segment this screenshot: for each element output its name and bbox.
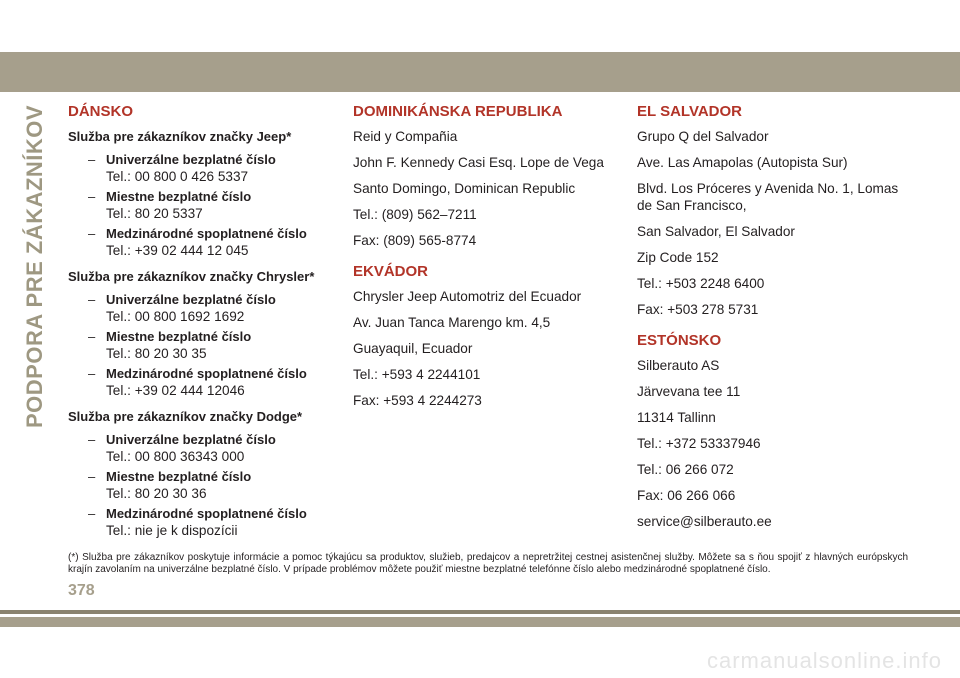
entry-title: – Medzinárodné spoplatnené číslo	[88, 365, 338, 382]
email-line: service@silberauto.ee	[637, 514, 772, 529]
address-line: Grupo Q del Salvador	[637, 129, 769, 144]
heading-ecuador: EKVÁDOR	[353, 263, 429, 280]
entry-item	[88, 291, 338, 326]
entry-title: – Miestne bezplatné číslo	[88, 468, 338, 485]
phone-line: Tel.: +372 53337946	[637, 436, 761, 451]
phone-line: Tel.: (809) 562–7211	[353, 207, 477, 222]
entry-title: – Univerzálne bezplatné číslo	[88, 151, 338, 168]
address-line: Järvevana tee 11	[637, 384, 741, 399]
entry-item	[88, 365, 338, 400]
address-line: Santo Domingo, Dominican Republic	[353, 181, 576, 196]
entry-tel: Tel.: 00 800 0 426 5337	[106, 169, 249, 184]
address-line: 11314 Tallinn	[637, 410, 716, 425]
address-line: Ave. Las Amapolas (Autopista Sur)	[637, 155, 848, 170]
heading-dominican-republic: DOMINIKÁNSKA REPUBLIKA	[353, 103, 563, 120]
watermark-text: carmanualsonline.info	[706, 648, 942, 673]
entry-title: – Miestne bezplatné číslo	[88, 188, 338, 205]
column-dominican-ecuador	[353, 103, 618, 418]
fax-line: Fax: +593 4 2244273	[353, 393, 482, 408]
entry-item	[88, 505, 338, 540]
heading-el-salvador: EL SALVADOR	[637, 103, 743, 120]
address-line: Av. Juan Tanca Marengo km. 4,5	[353, 315, 551, 330]
entry-title: – Miestne bezplatné číslo	[88, 328, 338, 345]
heading-estonia: ESTÓNSKO	[637, 332, 722, 349]
fax-line: Fax: +503 278 5731	[637, 302, 759, 317]
phone-line: Tel.: +593 4 2244101	[353, 367, 481, 382]
heading-denmark: DÁNSKO	[68, 103, 134, 120]
entry-item	[88, 151, 338, 186]
brand-group-jeep	[68, 128, 338, 260]
entry-tel: Tel.: 80 20 5337	[106, 206, 203, 221]
entry-tel: Tel.: +39 02 444 12 045	[106, 243, 249, 258]
brand-title: Služba pre zákazníkov značky Jeep*	[68, 129, 292, 144]
footer-rule	[0, 610, 960, 614]
entry-tel: Tel.: 80 20 30 36	[106, 486, 207, 501]
fax-line: Fax: (809) 565-8774	[353, 233, 477, 248]
entry-item	[88, 431, 338, 466]
brand-group-dodge	[68, 408, 338, 540]
phone-line: Tel.: 06 266 072	[637, 462, 734, 477]
column-salvador-estonia	[637, 103, 917, 539]
address-line: Reid y Compañia	[353, 129, 458, 144]
entry-tel: Tel.: 00 800 1692 1692	[106, 309, 245, 324]
entry-tel: Tel.: +39 02 444 12046	[106, 383, 245, 398]
address-line: Guayaquil, Ecuador	[353, 341, 473, 356]
entry-tel: Tel.: 00 800 36343 000	[106, 449, 245, 464]
address-line: Chrysler Jeep Automotriz del Ecuador	[353, 289, 582, 304]
footnote: (*) Služba pre zákazníkov poskytuje informácie a pomoc týkajúcu sa produktov, služieb, predajcov a nepretržitej cestnej asistenčnej služby. Môžete sa s ňou spojiť z hlavných európskych krajín zavolaním na univerzálne bezplatné číslo. V prípade problémov môžete použiť miestne bezplatné telefónne číslo alebo medzinárodné spoplatnené číslo.	[68, 552, 908, 575]
column-denmark	[68, 103, 338, 548]
entry-tel: Tel.: 80 20 30 35	[106, 346, 207, 361]
entry-item	[88, 468, 338, 503]
entry-item	[88, 188, 338, 223]
page-number: 378	[68, 582, 95, 599]
fax-line: Fax: 06 266 066	[637, 488, 736, 503]
entry-title: – Univerzálne bezplatné číslo	[88, 291, 338, 308]
address-line: San Salvador, El Salvador	[637, 224, 795, 239]
brand-title: Služba pre zákazníkov značky Chrysler*	[68, 269, 315, 284]
brand-title: Služba pre zákazníkov značky Dodge*	[68, 409, 303, 424]
entry-title: – Medzinárodné spoplatnené číslo	[88, 225, 338, 242]
brand-group-chrysler	[68, 268, 338, 400]
top-header-band	[0, 52, 960, 92]
address-line: Blvd. Los Próceres y Avenida No. 1, Lomas de San Francisco,	[637, 181, 899, 213]
footer-band	[0, 617, 960, 627]
section-side-title: PODPORA PRE ZÁKAZNÍKOV	[22, 104, 47, 428]
entry-item	[88, 328, 338, 363]
entry-item	[88, 225, 338, 260]
address-line: John F. Kennedy Casi Esq. Lope de Vega	[353, 155, 604, 170]
entry-tel: Tel.: nie je k dispozícii	[106, 523, 238, 538]
entry-title: – Medzinárodné spoplatnené číslo	[88, 505, 338, 522]
entry-title: – Univerzálne bezplatné číslo	[88, 431, 338, 448]
address-line: Silberauto AS	[637, 358, 720, 373]
zip-line: Zip Code 152	[637, 250, 719, 265]
phone-line: Tel.: +503 2248 6400	[637, 276, 765, 291]
